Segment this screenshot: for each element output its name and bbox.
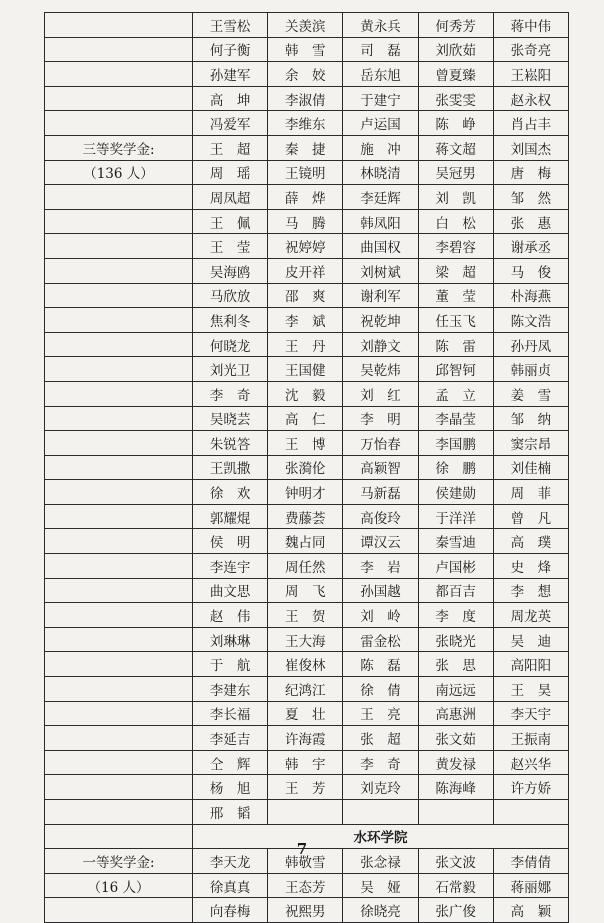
table-row bbox=[45, 627, 569, 652]
student-name-cell: 张 惠 bbox=[493, 209, 568, 234]
student-name-cell: 李维东 bbox=[268, 111, 343, 136]
student-name-cell: 王 佩 bbox=[193, 209, 268, 234]
student-name-cell: 郭耀焜 bbox=[193, 504, 268, 529]
student-name-cell: 沈 毅 bbox=[268, 381, 343, 406]
student-name-cell: 石常毅 bbox=[418, 873, 493, 898]
table-row bbox=[45, 258, 569, 283]
student-name-cell: 曾 凡 bbox=[493, 504, 568, 529]
student-name-cell: 张 思 bbox=[418, 652, 493, 677]
student-name-cell: 吴海鸥 bbox=[193, 258, 268, 283]
student-name-cell: 吴乾炜 bbox=[343, 357, 418, 382]
award-category-cell bbox=[45, 185, 193, 210]
student-name-cell bbox=[268, 800, 343, 825]
student-name-cell: 吴 娅 bbox=[343, 873, 418, 898]
student-name-cell: 张文茹 bbox=[418, 726, 493, 751]
award-category-cell bbox=[45, 677, 193, 702]
student-name-cell: 钟明才 bbox=[268, 480, 343, 505]
student-name-cell: 李 想 bbox=[493, 578, 568, 603]
student-name-cell: 祝熙男 bbox=[268, 898, 343, 923]
award-category-cell bbox=[45, 480, 193, 505]
award-category-cell: （16 人） bbox=[45, 873, 193, 898]
student-name-cell: 施 冲 bbox=[343, 135, 418, 160]
student-name-cell: 李天龙 bbox=[193, 849, 268, 874]
student-name-cell: 肖占丰 bbox=[493, 111, 568, 136]
table-row bbox=[45, 357, 569, 382]
student-name-cell: 魏占同 bbox=[268, 529, 343, 554]
student-name-cell: 邱智钶 bbox=[418, 357, 493, 382]
award-category-cell bbox=[45, 603, 193, 628]
student-name-cell: 王 丹 bbox=[268, 332, 343, 357]
award-category-cell: 三等奖学金: bbox=[45, 135, 193, 160]
student-name-cell: 陈文浩 bbox=[493, 308, 568, 333]
table-row bbox=[45, 677, 569, 702]
student-name-cell: 曲文思 bbox=[193, 578, 268, 603]
student-name-cell: 李廷辉 bbox=[343, 185, 418, 210]
student-name-cell: 祝乾坤 bbox=[343, 308, 418, 333]
student-name-cell: 孙建军 bbox=[193, 62, 268, 87]
award-category-cell bbox=[45, 111, 193, 136]
table-row bbox=[45, 750, 569, 775]
table-row bbox=[45, 160, 569, 185]
student-name-cell: 崔俊林 bbox=[268, 652, 343, 677]
student-name-cell: 韩敬雪 bbox=[268, 849, 343, 874]
student-name-cell: 卢运国 bbox=[343, 111, 418, 136]
student-name-cell: 王镜明 bbox=[268, 160, 343, 185]
student-name-cell: 刘树斌 bbox=[343, 258, 418, 283]
award-category-cell: 一等奖学金: bbox=[45, 849, 193, 874]
student-name-cell: 余 姣 bbox=[268, 62, 343, 87]
student-name-cell: 徐真真 bbox=[193, 873, 268, 898]
award-category-cell bbox=[45, 86, 193, 111]
scholarship-roster-table bbox=[44, 12, 569, 923]
student-name-cell: 雷金松 bbox=[343, 627, 418, 652]
student-name-cell: 高俊玲 bbox=[343, 504, 418, 529]
student-name-cell: 李碧容 bbox=[418, 234, 493, 259]
student-name-cell: 赵兴华 bbox=[493, 750, 568, 775]
student-name-cell: 孙国越 bbox=[343, 578, 418, 603]
student-name-cell: 李淑倩 bbox=[268, 86, 343, 111]
student-name-cell: 万怡春 bbox=[343, 431, 418, 456]
student-name-cell: 姜 雪 bbox=[493, 381, 568, 406]
table-row bbox=[45, 234, 569, 259]
student-name-cell: 高 璞 bbox=[493, 529, 568, 554]
student-name-cell: 薛 烨 bbox=[268, 185, 343, 210]
table-row bbox=[45, 332, 569, 357]
award-category-cell bbox=[45, 209, 193, 234]
student-name-cell: 王 亮 bbox=[343, 701, 418, 726]
student-name-cell: 陈海峰 bbox=[418, 775, 493, 800]
student-name-cell: 谭汉云 bbox=[343, 529, 418, 554]
student-name-cell: 马 腾 bbox=[268, 209, 343, 234]
table-row bbox=[45, 406, 569, 431]
student-name-cell: 张文波 bbox=[418, 849, 493, 874]
student-name-cell: 梁 超 bbox=[418, 258, 493, 283]
student-name-cell: 白 松 bbox=[418, 209, 493, 234]
student-name-cell: 张奇亮 bbox=[493, 37, 568, 62]
award-category-cell bbox=[45, 357, 193, 382]
student-name-cell: 王雪松 bbox=[193, 13, 268, 38]
student-name-cell: 李 度 bbox=[418, 603, 493, 628]
student-name-cell: 蒋文超 bbox=[418, 135, 493, 160]
table-row bbox=[45, 775, 569, 800]
student-name-cell: 吴冠男 bbox=[418, 160, 493, 185]
student-name-cell: 都百吉 bbox=[418, 578, 493, 603]
table-row bbox=[45, 578, 569, 603]
award-category-cell bbox=[45, 750, 193, 775]
table-row bbox=[45, 504, 569, 529]
student-name-cell: 马欣放 bbox=[193, 283, 268, 308]
student-name-cell: 黄发禄 bbox=[418, 750, 493, 775]
award-category-cell bbox=[45, 258, 193, 283]
student-name-cell: 仝 辉 bbox=[193, 750, 268, 775]
table-row bbox=[45, 13, 569, 38]
award-category-cell bbox=[45, 504, 193, 529]
college-section-header: 水环学院 bbox=[193, 824, 569, 849]
table-row bbox=[45, 873, 569, 898]
student-name-cell: 马新磊 bbox=[343, 480, 418, 505]
student-name-cell: 李天宇 bbox=[493, 701, 568, 726]
student-name-cell: 关羡滨 bbox=[268, 13, 343, 38]
student-name-cell: 许海霞 bbox=[268, 726, 343, 751]
student-name-cell: 秦雪迪 bbox=[418, 529, 493, 554]
student-name-cell: 马 俊 bbox=[493, 258, 568, 283]
student-name-cell: 刘静文 bbox=[343, 332, 418, 357]
student-name-cell bbox=[343, 800, 418, 825]
student-name-cell: 张 超 bbox=[343, 726, 418, 751]
student-name-cell: 刘 岭 bbox=[343, 603, 418, 628]
table-row bbox=[45, 800, 569, 825]
student-name-cell: 司 磊 bbox=[343, 37, 418, 62]
student-name-cell: 徐晓亮 bbox=[343, 898, 418, 923]
award-category-cell bbox=[45, 529, 193, 554]
student-name-cell: 朱锐答 bbox=[193, 431, 268, 456]
student-name-cell: 李国鹏 bbox=[418, 431, 493, 456]
student-name-cell: 刘 凯 bbox=[418, 185, 493, 210]
award-category-cell: （136 人） bbox=[45, 160, 193, 185]
student-name-cell: 刘琳琳 bbox=[193, 627, 268, 652]
table-row bbox=[45, 701, 569, 726]
table-row bbox=[45, 480, 569, 505]
student-name-cell: 李倩倩 bbox=[493, 849, 568, 874]
table-row bbox=[45, 898, 569, 923]
student-name-cell: 王 博 bbox=[268, 431, 343, 456]
student-name-cell: 刘国杰 bbox=[493, 135, 568, 160]
student-name-cell: 韩 雪 bbox=[268, 37, 343, 62]
table-row bbox=[45, 185, 569, 210]
student-name-cell: 冯爱军 bbox=[193, 111, 268, 136]
student-name-cell: 邵 爽 bbox=[268, 283, 343, 308]
student-name-cell: 张广俊 bbox=[418, 898, 493, 923]
student-name-cell: 侯 明 bbox=[193, 529, 268, 554]
student-name-cell: 刘佳楠 bbox=[493, 455, 568, 480]
student-name-cell: 祝婷婷 bbox=[268, 234, 343, 259]
student-name-cell: 周龙英 bbox=[493, 603, 568, 628]
award-category-cell bbox=[45, 455, 193, 480]
student-name-cell: 李 岩 bbox=[343, 554, 418, 579]
student-name-cell: 徐 欢 bbox=[193, 480, 268, 505]
award-category-cell bbox=[45, 13, 193, 38]
student-name-cell: 黄永兵 bbox=[343, 13, 418, 38]
student-name-cell: 蒋中伟 bbox=[493, 13, 568, 38]
student-name-cell: 焦利冬 bbox=[193, 308, 268, 333]
student-name-cell: 周 飞 bbox=[268, 578, 343, 603]
student-name-cell: 许方娇 bbox=[493, 775, 568, 800]
student-name-cell: 李 明 bbox=[343, 406, 418, 431]
student-name-cell: 费藤荟 bbox=[268, 504, 343, 529]
award-category-cell bbox=[45, 332, 193, 357]
student-name-cell: 高颖智 bbox=[343, 455, 418, 480]
page-number: 7 bbox=[296, 840, 308, 858]
student-name-cell: 王态芳 bbox=[268, 873, 343, 898]
table-row bbox=[45, 726, 569, 751]
table-row bbox=[45, 135, 569, 160]
student-name-cell: 李长福 bbox=[193, 701, 268, 726]
student-name-cell: 徐 倩 bbox=[343, 677, 418, 702]
student-name-cell: 南远远 bbox=[418, 677, 493, 702]
award-category-cell bbox=[45, 627, 193, 652]
award-category-cell bbox=[45, 800, 193, 825]
student-name-cell: 王大海 bbox=[268, 627, 343, 652]
student-name-cell: 李建东 bbox=[193, 677, 268, 702]
table-row bbox=[45, 111, 569, 136]
student-name-cell: 王崧阳 bbox=[493, 62, 568, 87]
student-name-cell: 张念禄 bbox=[343, 849, 418, 874]
table-row bbox=[45, 283, 569, 308]
student-name-cell: 王 超 bbox=[193, 135, 268, 160]
award-category-cell bbox=[45, 308, 193, 333]
student-name-cell: 周任然 bbox=[268, 554, 343, 579]
student-name-cell: 邢 韬 bbox=[193, 800, 268, 825]
table-row bbox=[45, 381, 569, 406]
award-category-cell bbox=[45, 283, 193, 308]
award-category-cell bbox=[45, 62, 193, 87]
table-row bbox=[45, 431, 569, 456]
student-name-cell: 王凯撒 bbox=[193, 455, 268, 480]
table-row bbox=[45, 209, 569, 234]
table-row bbox=[45, 603, 569, 628]
student-name-cell: 皮开祥 bbox=[268, 258, 343, 283]
student-name-cell: 夏 壮 bbox=[268, 701, 343, 726]
student-name-cell: 何秀芳 bbox=[418, 13, 493, 38]
award-category-cell bbox=[45, 37, 193, 62]
student-name-cell: 于 航 bbox=[193, 652, 268, 677]
student-name-cell: 刘欣茹 bbox=[418, 37, 493, 62]
student-name-cell bbox=[493, 800, 568, 825]
student-name-cell: 李晶莹 bbox=[418, 406, 493, 431]
student-name-cell: 秦 捷 bbox=[268, 135, 343, 160]
student-name-cell: 孟 立 bbox=[418, 381, 493, 406]
student-name-cell: 卢国彬 bbox=[418, 554, 493, 579]
student-name-cell: 谢承丞 bbox=[493, 234, 568, 259]
student-name-cell: 纪鸿江 bbox=[268, 677, 343, 702]
student-name-cell: 朴海燕 bbox=[493, 283, 568, 308]
student-name-cell: 王 莹 bbox=[193, 234, 268, 259]
student-name-cell: 向春梅 bbox=[193, 898, 268, 923]
student-name-cell: 韩凤阳 bbox=[343, 209, 418, 234]
student-name-cell: 李 奇 bbox=[193, 381, 268, 406]
student-name-cell: 周 菲 bbox=[493, 480, 568, 505]
table-row bbox=[45, 86, 569, 111]
student-name-cell: 刘克玲 bbox=[343, 775, 418, 800]
student-name-cell: 吴 迪 bbox=[493, 627, 568, 652]
student-name-cell: 史 烽 bbox=[493, 554, 568, 579]
student-name-cell: 李 奇 bbox=[343, 750, 418, 775]
table-row bbox=[45, 652, 569, 677]
table-row bbox=[45, 62, 569, 87]
student-name-cell: 刘 红 bbox=[343, 381, 418, 406]
table-row bbox=[45, 554, 569, 579]
student-name-cell: 唐 梅 bbox=[493, 160, 568, 185]
award-category-cell bbox=[45, 406, 193, 431]
student-name-cell: 高惠洲 bbox=[418, 701, 493, 726]
student-name-cell: 赵 伟 bbox=[193, 603, 268, 628]
award-category-cell bbox=[45, 652, 193, 677]
student-name-cell: 李延吉 bbox=[193, 726, 268, 751]
student-name-cell: 王振南 bbox=[493, 726, 568, 751]
student-name-cell: 陈 磊 bbox=[343, 652, 418, 677]
student-name-cell: 任玉飞 bbox=[418, 308, 493, 333]
student-name-cell: 周凤超 bbox=[193, 185, 268, 210]
student-name-cell: 邹 然 bbox=[493, 185, 568, 210]
student-name-cell: 李 斌 bbox=[268, 308, 343, 333]
student-name-cell: 杨 旭 bbox=[193, 775, 268, 800]
table-row bbox=[45, 308, 569, 333]
award-category-cell bbox=[45, 898, 193, 923]
table-row bbox=[45, 529, 569, 554]
table-row bbox=[45, 455, 569, 480]
award-category-cell bbox=[45, 381, 193, 406]
student-name-cell: 王 芳 bbox=[268, 775, 343, 800]
student-name-cell: 谢利军 bbox=[343, 283, 418, 308]
student-name-cell: 何子衡 bbox=[193, 37, 268, 62]
award-category-cell bbox=[45, 554, 193, 579]
student-name-cell: 刘光卫 bbox=[193, 357, 268, 382]
student-name-cell: 高阳阳 bbox=[493, 652, 568, 677]
student-name-cell: 于洋洋 bbox=[418, 504, 493, 529]
student-name-cell: 王 贺 bbox=[268, 603, 343, 628]
student-name-cell: 高 坤 bbox=[193, 86, 268, 111]
student-name-cell: 侯建勋 bbox=[418, 480, 493, 505]
award-category-cell bbox=[45, 775, 193, 800]
student-name-cell: 徐 鹏 bbox=[418, 455, 493, 480]
student-name-cell: 林晓清 bbox=[343, 160, 418, 185]
student-name-cell: 岳东旭 bbox=[343, 62, 418, 87]
student-name-cell: 董 莹 bbox=[418, 283, 493, 308]
award-category-cell bbox=[45, 726, 193, 751]
student-name-cell: 韩丽贞 bbox=[493, 357, 568, 382]
award-category-cell bbox=[45, 701, 193, 726]
student-name-cell: 何晓龙 bbox=[193, 332, 268, 357]
student-name-cell bbox=[418, 800, 493, 825]
award-category-cell bbox=[45, 431, 193, 456]
student-name-cell: 韩 宇 bbox=[268, 750, 343, 775]
student-name-cell: 周 瑶 bbox=[193, 160, 268, 185]
student-name-cell: 吴晓芸 bbox=[193, 406, 268, 431]
student-name-cell: 张雯雯 bbox=[418, 86, 493, 111]
student-name-cell: 赵永权 bbox=[493, 86, 568, 111]
award-category-cell bbox=[45, 234, 193, 259]
student-name-cell: 张晓光 bbox=[418, 627, 493, 652]
student-name-cell: 邹 纳 bbox=[493, 406, 568, 431]
student-name-cell: 张漪伦 bbox=[268, 455, 343, 480]
student-name-cell: 高 颖 bbox=[493, 898, 568, 923]
award-category-cell bbox=[45, 578, 193, 603]
student-name-cell: 高 仁 bbox=[268, 406, 343, 431]
student-name-cell: 陈 雷 bbox=[418, 332, 493, 357]
student-name-cell: 曲国权 bbox=[343, 234, 418, 259]
student-name-cell: 李连宇 bbox=[193, 554, 268, 579]
student-name-cell: 窦宗昂 bbox=[493, 431, 568, 456]
student-name-cell: 王 昊 bbox=[493, 677, 568, 702]
student-name-cell: 王国健 bbox=[268, 357, 343, 382]
student-name-cell: 孙丹凤 bbox=[493, 332, 568, 357]
table-row bbox=[45, 37, 569, 62]
student-name-cell: 曾夏臻 bbox=[418, 62, 493, 87]
student-name-cell: 蒋丽娜 bbox=[493, 873, 568, 898]
student-name-cell: 于建宁 bbox=[343, 86, 418, 111]
student-name-cell: 陈 峥 bbox=[418, 111, 493, 136]
